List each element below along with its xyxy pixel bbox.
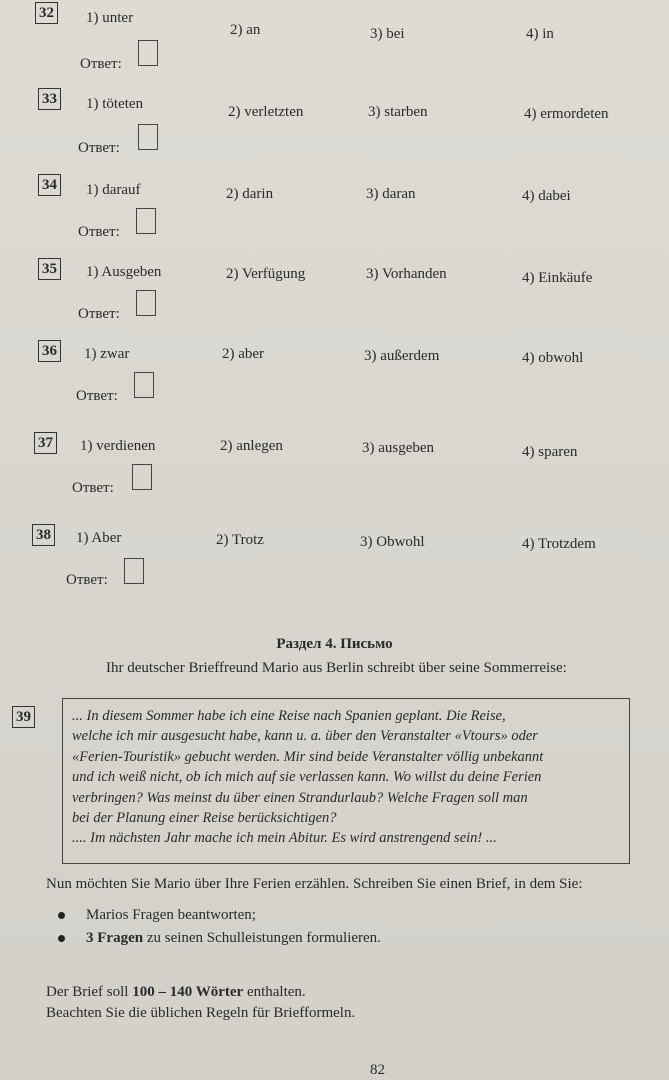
bullet-text: Marios Fragen beantworten; (86, 907, 256, 923)
answer-box[interactable] (124, 558, 144, 584)
word-count-line (46, 982, 355, 1003)
bullet-text: zu seinen Schulleistungen formulieren. (143, 930, 381, 946)
option-2: 2) an (230, 22, 261, 38)
word-count-pre: Der Brief soll (46, 984, 133, 1000)
answer-box[interactable] (132, 464, 152, 490)
intro-text: Ihr deutscher Brieffreund Mario aus Berlin schreibt über seine Sommerreise: (106, 660, 567, 676)
option-1: 1) unter (86, 10, 134, 26)
option-2: 2) darin (226, 186, 274, 202)
option-2: 2) Verfügung (226, 266, 306, 282)
letter-line: verbringen? Was meinst du über einen Strandurlaub? Welche Fragen soll man (72, 789, 528, 806)
answer-box[interactable] (136, 208, 156, 234)
letter-line: welche ich mir ausgesucht habe, kann u. a. über den Veranstalter «Vtours» oder (72, 728, 538, 745)
option-4: 4) sparen (522, 444, 578, 460)
letter-line: «Ferien-Touristik» gebucht werden. Mir sind beide Veranstalter völlig unbekannt (72, 748, 544, 765)
page-number: 82 (370, 1062, 385, 1078)
question-number: 38 (32, 524, 55, 546)
task-bullets (48, 904, 381, 950)
option-4: 4) in (526, 26, 554, 42)
rules-line: Beachten Sie die üblichen Regeln für Briefformeln. (46, 1005, 356, 1021)
word-requirements (46, 982, 355, 1024)
question-number: 33 (38, 88, 61, 110)
option-1: 1) Ausgeben (86, 264, 162, 280)
option-1: 1) zwar (84, 346, 130, 362)
option-1: 1) verdienen (80, 438, 156, 454)
letter-line: und ich weiß nicht, ob ich mich auf sie verlassen kann. Wo willst du deine Ferien (72, 769, 542, 786)
option-2: 2) verletzten (228, 104, 304, 120)
answer-label: Ответ: (66, 572, 108, 588)
answer-label: Ответ: (78, 306, 120, 322)
answer-label: Ответ: (80, 56, 122, 72)
section-title: Раздел 4. Письмо (276, 636, 393, 652)
answer-label: Ответ: (72, 480, 114, 496)
option-2: 2) aber (222, 346, 265, 362)
option-1: 1) töteten (86, 96, 144, 112)
option-3: 3) starben (368, 104, 428, 120)
letter-line: ... In diesem Sommer habe ich eine Reise nach Spanien geplant. Die Reise, (72, 708, 506, 724)
option-4: 4) dabei (522, 188, 571, 204)
letter-line: bei der Planung einer Reise berücksichtigen? (72, 810, 337, 827)
option-4: 4) Einkäufe (522, 270, 593, 286)
letter-line: .... Im nächsten Jahr mache ich mein Abitur. Es wird anstrengend sein! ... (72, 830, 497, 847)
question-number: 34 (38, 174, 61, 196)
answer-box[interactable] (136, 290, 156, 316)
option-3: 3) daran (366, 186, 416, 202)
question-number: 35 (38, 258, 61, 280)
answer-label: Ответ: (78, 224, 120, 240)
question-number: 32 (35, 2, 58, 24)
question-number: 36 (38, 340, 61, 362)
word-count-bold: 100 – 140 Wörter (132, 984, 244, 1000)
option-3: 3) Obwohl (360, 534, 425, 550)
bullet-item (48, 904, 381, 927)
answer-label: Ответ: (76, 388, 118, 404)
option-3: 3) ausgeben (362, 440, 435, 456)
option-4: 4) obwohl (522, 350, 584, 366)
bullet-item (48, 927, 381, 950)
option-3: 3) Vorhanden (366, 266, 447, 282)
option-3: 3) bei (370, 26, 405, 42)
option-1: 1) Aber (76, 530, 122, 546)
bullet-bold: 3 Fragen (86, 930, 144, 946)
option-1: 1) darauf (86, 182, 141, 198)
answer-label: Ответ: (78, 140, 120, 156)
option-2: 2) anlegen (220, 438, 283, 454)
word-count-post: enthalten. (243, 984, 306, 1000)
letter-excerpt (72, 706, 628, 849)
answer-box[interactable] (134, 372, 154, 398)
task-instruction: Nun möchten Sie Mario über Ihre Ferien erzählen. Schreiben Sie einen Brief, in dem Sie: (46, 876, 583, 892)
option-4: 4) Trotzdem (522, 536, 596, 552)
option-3: 3) außerdem (364, 348, 440, 364)
answer-box[interactable] (138, 40, 158, 66)
question-number: 37 (34, 432, 57, 454)
answer-box[interactable] (138, 124, 158, 150)
option-4: 4) ermordeten (524, 106, 609, 122)
question-number-39: 39 (12, 706, 35, 728)
option-2: 2) Trotz (216, 532, 264, 548)
